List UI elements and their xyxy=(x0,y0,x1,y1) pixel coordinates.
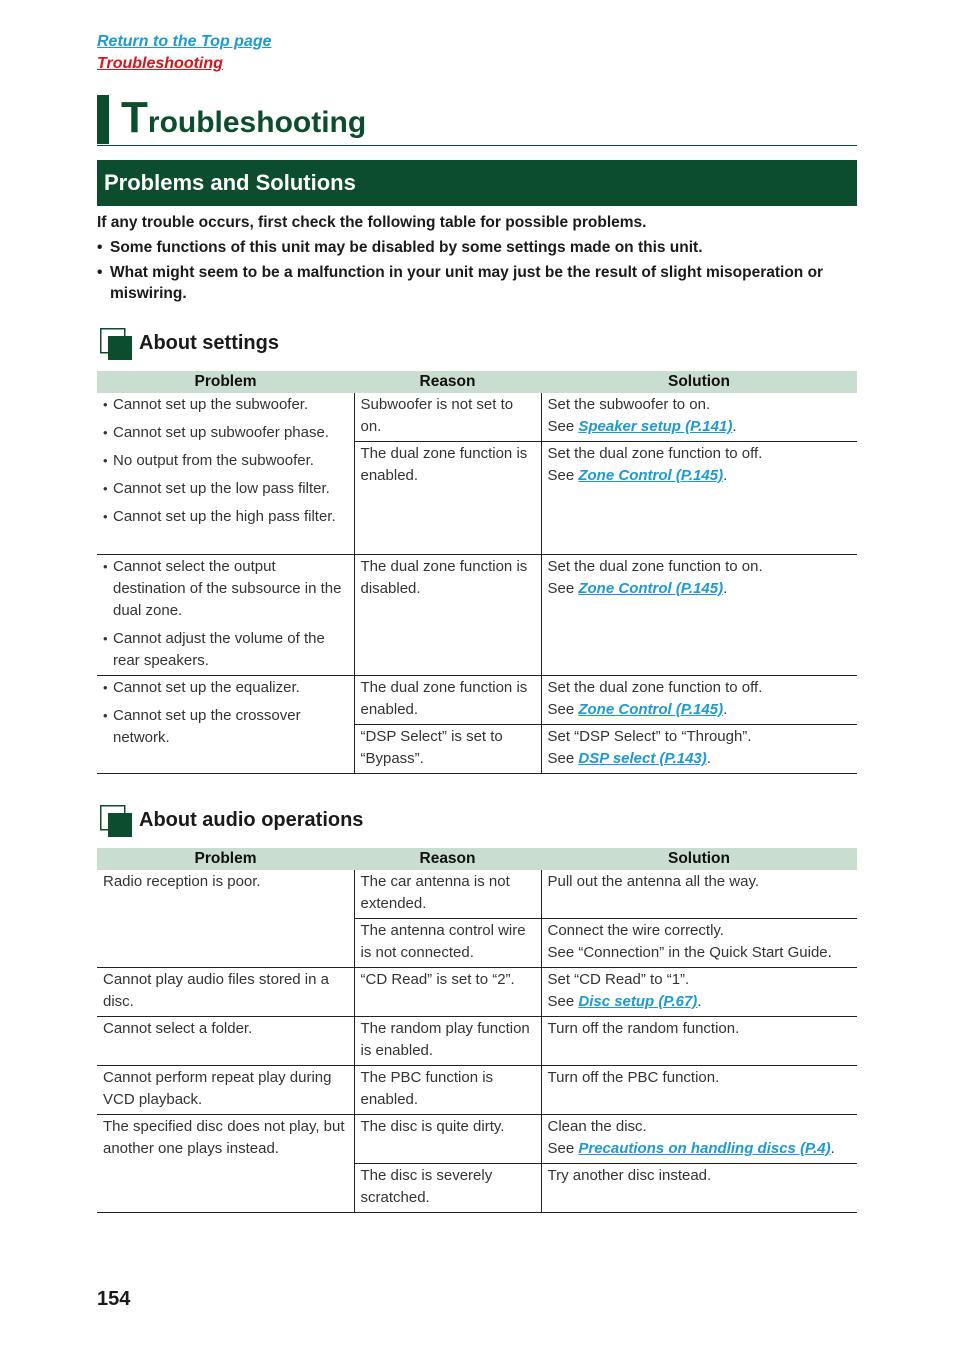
solution-cell: Set the dual zone function to off. See Zone Control (P.145). xyxy=(541,442,857,555)
subheading-text: About settings xyxy=(139,332,279,354)
page-title xyxy=(121,95,366,146)
zone-control-link[interactable]: Zone Control (P.145) xyxy=(578,580,724,597)
title-accent-bar xyxy=(97,95,109,144)
title-first-letter: T xyxy=(121,93,148,142)
reason-cell: “CD Read” is set to “2”. xyxy=(354,968,541,1017)
subheading-text: About audio operations xyxy=(139,809,364,831)
top-navigation xyxy=(97,31,272,75)
solution-cell: Clean the disc. See Precautions on handling discs (P.4). xyxy=(541,1115,857,1164)
table-row xyxy=(97,1017,857,1066)
title-rest: roubleshooting xyxy=(147,106,367,139)
reason-cell: Subwoofer is not set to on. xyxy=(354,393,541,442)
page-number: 154 xyxy=(97,1288,131,1310)
solution-cell: Set the subwoofer to on. See Speaker setup (P.141). xyxy=(541,393,857,442)
solution-cell: Turn off the random function. xyxy=(541,1017,857,1066)
reason-cell: The random play function is enabled. xyxy=(354,1017,541,1066)
problem-cell: Radio reception is poor. xyxy=(97,870,354,968)
reason-cell: The dual zone function is disabled. xyxy=(354,555,541,676)
return-to-top-link[interactable]: Return to the Top page xyxy=(97,33,272,50)
solution-cell: Set “CD Read” to “1”. See Disc setup (P.67). xyxy=(541,968,857,1017)
reason-cell: The dual zone function is enabled. xyxy=(354,676,541,725)
table-row xyxy=(97,870,857,919)
table-row xyxy=(97,1066,857,1115)
solution-cell: Set the dual zone function to on. See Zone Control (P.145). xyxy=(541,555,857,676)
problem-cell: • Cannot select the output destination of the subsource in the dual zone. • Cannot adjust the volume of the rear speakers. xyxy=(97,555,354,676)
table-row xyxy=(97,1115,857,1164)
intro-bullet: • Some functions of this unit may be disabled by some settings made on this unit. xyxy=(97,239,703,256)
solution-cell: Try another disc instead. xyxy=(541,1164,857,1213)
audio-table xyxy=(97,848,857,1213)
header-problem: Problem xyxy=(97,371,354,393)
table-row xyxy=(97,676,857,725)
reason-cell: The disc is severely scratched. xyxy=(354,1164,541,1213)
page-title-block xyxy=(97,95,857,146)
reason-cell: The disc is quite dirty. xyxy=(354,1115,541,1164)
precautions-link[interactable]: Precautions on handling discs (P.4) xyxy=(578,1140,831,1157)
solution-cell: Pull out the antenna all the way. xyxy=(541,870,857,919)
header-solution: Solution xyxy=(541,848,857,870)
table-header-row xyxy=(97,848,857,870)
problem-cell: Cannot play audio files stored in a disc. xyxy=(97,968,354,1017)
problem-cell: Cannot perform repeat play during VCD playback. xyxy=(97,1066,354,1115)
solution-cell: Connect the wire correctly. See “Connection” in the Quick Start Guide. xyxy=(541,919,857,968)
reason-cell: The PBC function is enabled. xyxy=(354,1066,541,1115)
intro-text xyxy=(97,212,857,307)
table-row xyxy=(97,555,857,676)
table-row xyxy=(97,968,857,1017)
section-square-icon xyxy=(100,805,132,837)
zone-control-link[interactable]: Zone Control (P.145) xyxy=(578,467,724,484)
reason-cell: The car antenna is not extended. xyxy=(354,870,541,919)
zone-control-link[interactable]: Zone Control (P.145) xyxy=(578,701,724,718)
reason-cell: The dual zone function is enabled. xyxy=(354,442,541,555)
troubleshooting-link[interactable]: Troubleshooting xyxy=(97,55,223,72)
intro-bullet: • What might seem to be a malfunction in your unit may just be the result of slight misoperation or miswiring. xyxy=(97,264,824,302)
solution-cell: Set the dual zone function to off. See Zone Control (P.145). xyxy=(541,676,857,725)
dsp-select-link[interactable]: DSP select (P.143) xyxy=(578,750,707,767)
header-reason: Reason xyxy=(354,848,541,870)
solution-cell: Turn off the PBC function. xyxy=(541,1066,857,1115)
section-title: Problems and Solutions xyxy=(104,170,356,195)
solution-cell: Set “DSP Select” to “Through”. See DSP select (P.143). xyxy=(541,725,857,774)
reason-cell: The antenna control wire is not connected. xyxy=(354,919,541,968)
settings-table xyxy=(97,371,857,774)
reason-cell: “DSP Select” is set to “Bypass”. xyxy=(354,725,541,774)
header-reason: Reason xyxy=(354,371,541,393)
table-row xyxy=(97,393,857,442)
table-header-row xyxy=(97,371,857,393)
section-square-icon xyxy=(100,328,132,360)
problem-cell: The specified disc does not play, but another one plays instead. xyxy=(97,1115,354,1213)
intro-lead: If any trouble occurs, first check the following table for possible problems. xyxy=(97,214,647,231)
problem-cell: • Cannot set up the equalizer. • Cannot set up the crossover network. xyxy=(97,676,354,774)
speaker-setup-link[interactable]: Speaker setup (P.141) xyxy=(578,418,733,435)
disc-setup-link[interactable]: Disc setup (P.67) xyxy=(578,993,698,1010)
header-solution: Solution xyxy=(541,371,857,393)
problem-cell: Cannot select a folder. xyxy=(97,1017,354,1066)
header-problem: Problem xyxy=(97,848,354,870)
problem-cell: • Cannot set up the subwoofer. • Cannot set up subwoofer phase. • No output from the subwoofer. • Cannot set up the low pass filter. • Cannot set up the high pass filter. xyxy=(97,393,354,555)
section-header xyxy=(97,160,857,206)
